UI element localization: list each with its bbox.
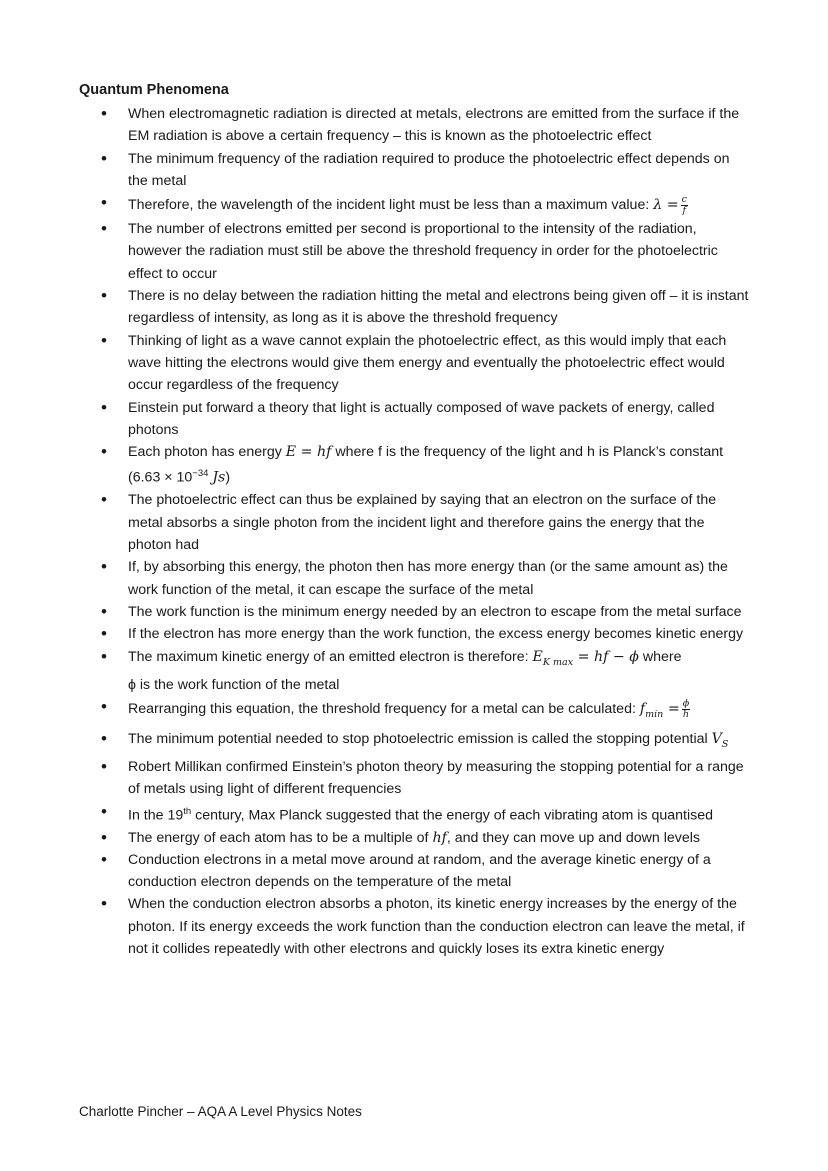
bullet-item: • The photoelectric effect can thus be explained by saying that an electron on the surface of the metal absorbs a single photon from the incident light and therefore gains the energy that the photon had [79,489,751,556]
kinetic-energy-equation: $E_{K max}$ = hf − ϕ [532,648,639,668]
threshold-frequency-equation: $f_{min}$ = [639,700,680,720]
bullet-item: • The work function is the minimum energy needed by an electron to escape from the metal surface [79,601,751,623]
c-over-f-fraction: $\frac{c}{f}$ [681,193,687,216]
section-title: Quantum Phenomena [79,82,229,98]
bullet-item: • When electromagnetic radiation is directed at metals, electrons are emitted from the surface if the EM radiation is above a certain frequency – this is known as the photoelectric effect [79,103,751,148]
bullet-item: • Einstein put forward a theory that light is actually composed of wave packets of energy, called photons [79,397,751,442]
bullet-item: • In the 19th century, Max Planck suggested that the energy of each vibrating atom is quantised [79,801,751,827]
wavelength-equation: λ = [653,197,679,214]
stopping-potential-symbol: $V_S$ [711,730,729,750]
photon-energy-equation: E = hf [285,444,332,461]
bullet-item: • The energy of each atom has to be a multiple of hf, and they can move up and down levels [79,827,751,849]
bullet-item: • The minimum frequency of the radiation required to produce the photoelectric effect depends on the metal [79,148,751,193]
bullet-item: • When the conduction electron absorbs a photon, its kinetic energy increases by the energy of the photon. If its energy exceeds the work function than the conduction electron can leave the metal, if not it collides repeatedly with other electrons and quickly loses its extra kinetic energy [79,893,751,960]
bullet-item: • Rearranging this equation, the threshold frequency for a metal can be calculated: $f_{min}$ = $\frac{\phi}{h}$ [79,696,751,728]
bullet-item: • Conduction electrons in a metal move around at random, and the average kinetic energy of a conduction electron depends on the temperature of the metal [79,849,751,894]
bullet-item: • Each photon has energy E = hf where f is the frequency of the light and h is Planck’s constant ($6.63 \times 10^{-34}$ Js) [79,441,751,489]
phi-over-h-fraction: $\frac{\phi}{h}$ [682,697,690,720]
bullet-item: • The maximum kinetic energy of an emitted electron is therefore: $E_{K max}$ = hf − ϕ where ϕ is the work function of the metal [79,646,751,696]
bullet-list [79,103,751,960]
page-footer: Charlotte Pincher – AQA A Level Physics Notes [79,1104,362,1119]
bullet-item: • Thinking of light as a wave cannot explain the photoelectric effect, as this would imply that each wave hitting the electrons would give them energy and eventually the photoelectric effect would occur regardless of the frequency [79,330,751,397]
page-content [79,80,751,960]
bullet-item: • If, by absorbing this energy, the photon then has more energy than (or the same amount as) the work function of the metal, it can escape the surface of the metal [79,556,751,601]
bullet-item: • The number of electrons emitted per second is proportional to the intensity of the radiation, however the radiation must still be above the threshold frequency in order for the photoelectric effect to occur [79,218,751,285]
bullet-item: • The minimum potential needed to stop photoelectric emission is called the stopping potential $V_S$ [79,728,751,756]
bullet-item: • If the electron has more energy than the work function, the excess energy becomes kinetic energy [79,623,751,645]
bullet-item: • There is no delay between the radiation hitting the metal and electrons being given off – it is instant regardless of intensity, as long as it is above the threshold frequency [79,285,751,330]
bullet-item: • Therefore, the wavelength of the incident light must be less than a maximum value: λ = $\frac{c}{f}$ [79,192,751,218]
bullet-item: • Robert Millikan confirmed Einstein’s photon theory by measuring the stopping potential for a range of metals using light of different frequencies [79,756,751,801]
